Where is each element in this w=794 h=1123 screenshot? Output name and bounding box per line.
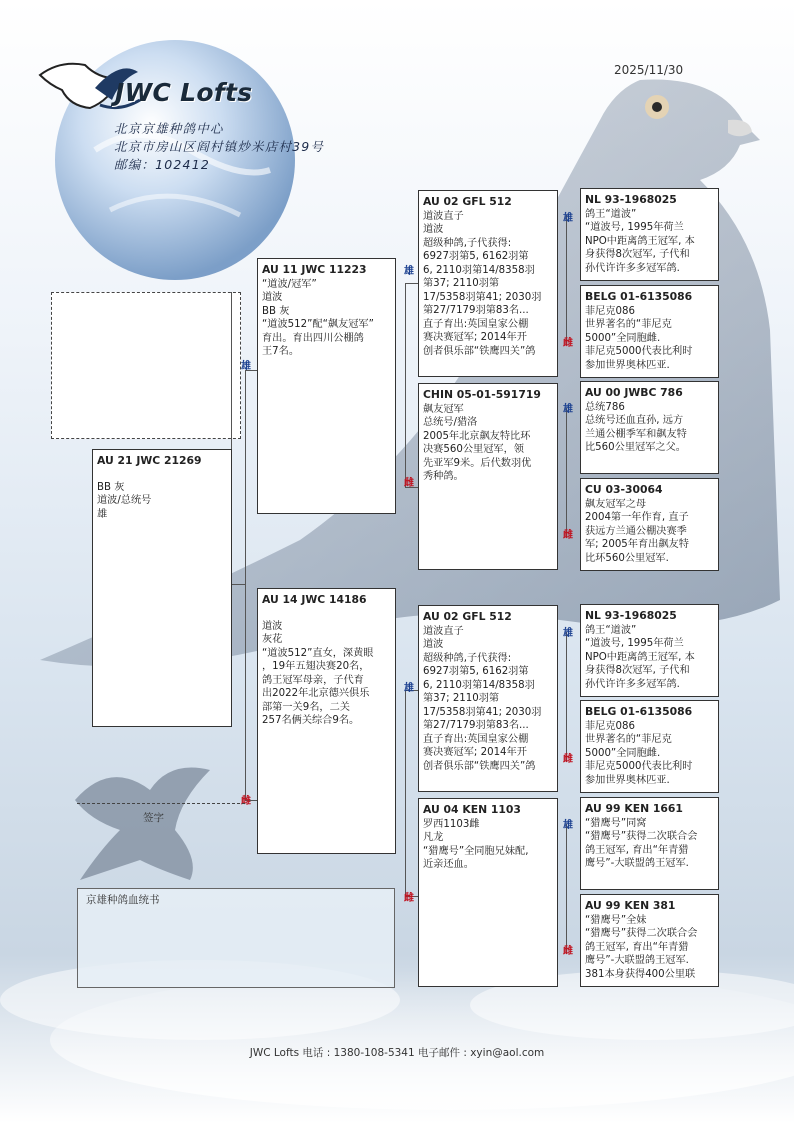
info-line: “猎鹰号”同窝 [585, 817, 647, 829]
info-line: “猎鹰号”全同胞兄妹配, [423, 845, 529, 857]
info-line: 菲尼克086 [585, 305, 636, 317]
certificate-title: 京雄种鸽血统书 [86, 894, 160, 906]
info-line: 6927羽第5, 6162羽第 [423, 251, 529, 262]
ring-number: CHIN 05-01-591719 [423, 388, 541, 401]
pedigree-dam-box[interactable] [257, 588, 396, 854]
ring-number: AU 02 GFL 512 [423, 195, 512, 208]
pedigree-g3-box-2[interactable] [580, 285, 719, 378]
footer-contact: JWC Lofts 电话 : 1380-108-5341 电子邮件 : xyin@aol.com [249, 1047, 545, 1059]
info-line: 赛决赛冠军; 2014年开 [423, 747, 527, 758]
info-line: “猎鹰号”全妹 [585, 914, 647, 926]
info-line: 秀种鸽。 [423, 471, 464, 482]
info-line: 菲尼克5000代表比利时 [585, 346, 693, 357]
brand-title: JWC Lofts [115, 78, 253, 107]
pedigree-g3-box-3[interactable] [580, 381, 719, 474]
info-line: “猎鹰号”获得二次联合会 [585, 928, 698, 939]
info-line: “道波号, 1995年荷兰 [585, 222, 684, 233]
pedigree-g3-box-8[interactable] [580, 894, 719, 987]
pedigree-g3-box-1[interactable] [580, 188, 719, 281]
male-marker: 雄 [563, 213, 573, 224]
signature-label: 签字 [143, 812, 164, 824]
male-marker: 雄 [404, 266, 414, 277]
info-line: 比560公里冠军之父。 [585, 442, 686, 453]
info-line: 育出。育出四川公棚鸽 [262, 332, 364, 344]
address-line-2: 北京市房山区阎村镇炒米店村39号 [114, 139, 325, 154]
info-line: 道波 [423, 224, 444, 235]
info-line: 381本身获得400公里联 [585, 968, 696, 980]
info-line: 决赛560公里冠军，领 [423, 444, 524, 455]
ring-number: AU 21 JWC 21269 [97, 454, 202, 467]
male-marker: 雄 [563, 628, 573, 639]
info-line: 鸽王冠军, 育出“年青猎 [585, 844, 689, 856]
ring-number: AU 02 GFL 512 [423, 610, 512, 623]
info-line: 2004第一年作育, 直子 [585, 512, 689, 523]
info-line: 罗西1103雌 [423, 818, 480, 830]
info-line: 道波 [262, 292, 283, 303]
info-line: 出2022年北京德兴俱乐 [262, 688, 370, 699]
info-line: 5000”全同胞雌. [585, 332, 661, 344]
info-line: 道波直子 [423, 625, 464, 637]
info-line: BB 灰 [262, 305, 290, 317]
ring-number: AU 04 KEN 1103 [423, 803, 521, 816]
info-line: “道波512”直女，深黄眼 [262, 647, 374, 659]
info-line: 鹰号”-大联盟鸽王冠军. [585, 858, 689, 869]
info-line: 兰通公棚季军和飙友特 [585, 428, 687, 440]
info-line: “道波号, 1995年荷兰 [585, 638, 684, 649]
signature-line [77, 803, 245, 804]
female-marker: 雌 [404, 478, 414, 489]
info-line: 获远方兰通公棚决赛季 [585, 525, 687, 537]
info-line: 身获得8次冠军, 子代和 [585, 249, 690, 260]
info-line: 创者俱乐部“铁鹰四关”鸽 [423, 345, 536, 357]
female-marker: 雌 [563, 530, 573, 541]
info-line: 飙友冠军之母 [585, 498, 647, 510]
info-line: 总统号/猎洛 [423, 417, 478, 428]
info-line: 直子育出:英国皇家公棚 [423, 318, 529, 330]
address-line-1: 北京京雄种鸽中心 [114, 121, 224, 136]
info-line: 军; 2005年育出飙友特 [585, 539, 689, 550]
info-line: “道波512”配“飙友冠军” [262, 319, 374, 330]
pedigree-dam-dam-box[interactable] [418, 798, 558, 987]
ring-number: AU 00 JWBC 786 [585, 386, 683, 399]
ring-number: BELG 01-6135086 [585, 290, 693, 303]
pedigree-g3-box-6[interactable] [580, 700, 719, 793]
info-line: 5000”全同胞雌. [585, 747, 661, 759]
info-line: 道波 [262, 620, 283, 632]
info-line: 6, 2110羽第14/8358羽 [423, 679, 535, 691]
info-line: 道波直子 [423, 210, 464, 222]
info-line: 王7名。 [262, 346, 300, 357]
male-marker: 雄 [404, 683, 414, 694]
connector [405, 283, 418, 284]
info-line: 凡龙 [423, 832, 444, 843]
info-line: 参加世界奥林匹亚. [585, 359, 670, 371]
info-line: 近亲还血。 [423, 859, 474, 870]
ring-number: AU 99 KEN 381 [585, 899, 676, 912]
female-marker: 雌 [563, 338, 573, 349]
info-line: 17/5358羽第41; 2030羽 [423, 706, 542, 718]
info-line: 道波 [423, 639, 444, 650]
info-line: 鹰号”-大联盟鸽王冠军. [585, 955, 689, 966]
info-line: 鸽王冠军, 育出“年青猎 [585, 941, 689, 953]
certificate-box[interactable] [77, 888, 395, 988]
info-line: 第27/7179羽第83名... [423, 720, 529, 731]
info-line: 直子育出:英国皇家公棚 [423, 733, 529, 745]
female-marker: 雌 [563, 754, 573, 765]
connector [566, 408, 567, 538]
pedigree-sire-sire-box[interactable] [418, 190, 558, 377]
info-line: 第37; 2110羽第 [423, 693, 500, 704]
info-line: NPO中距离鸽王冠军, 本 [585, 651, 695, 663]
male-marker: 雄 [241, 361, 251, 372]
pedigree-g3-box-7[interactable] [580, 797, 719, 890]
info-line: “猎鹰号”获得二次联合会 [585, 831, 698, 842]
info-line: 第27/7179羽第83名... [423, 305, 529, 316]
ring-number: AU 11 JWC 11223 [262, 263, 367, 276]
info-line: 菲尼克086 [585, 720, 636, 732]
connector [245, 370, 246, 800]
info-line: 菲尼克5000代表比利时 [585, 761, 693, 772]
info-line: ，19年五翅决赛20名， [262, 661, 370, 672]
pedigree-subject-box[interactable] [92, 449, 232, 727]
info-line: 世界著名的“菲尼克 [585, 319, 672, 330]
female-marker: 雌 [404, 893, 414, 904]
info-line: 先亚军9米。后代数羽优 [423, 457, 532, 469]
female-marker: 雌 [563, 946, 573, 957]
info-line: 鸽王冠军母亲，子代育 [262, 674, 364, 686]
info-line: 2005年北京飙友特比环 [423, 430, 531, 442]
info-line: 总统号还血直孙, 远方 [585, 415, 684, 426]
ring-number: NL 93-1968025 [585, 193, 677, 206]
info-line: 超级种鸽,子代获得: [423, 652, 512, 664]
connector [405, 690, 406, 896]
pedigree-g3-box-4[interactable] [580, 478, 719, 571]
connector [566, 824, 567, 954]
info-line: 总统786 [585, 401, 625, 413]
info-line: “道波/冠军” [262, 278, 317, 290]
info-line: 超级种鸽,子代获得: [423, 237, 512, 249]
ring-number: BELG 01-6135086 [585, 705, 693, 718]
ring-number: AU 14 JWC 14186 [262, 593, 367, 606]
info-line: 6, 2110羽第14/8358羽 [423, 264, 535, 276]
info-line: 鸽王“道波” [585, 208, 637, 220]
info-line: 257名俩关综合9名。 [262, 715, 360, 726]
info-line: 第37; 2110羽第 [423, 278, 500, 289]
info-line: 赛决赛冠军; 2014年开 [423, 332, 527, 343]
info-line: 孙代许许多多冠军鸽. [585, 678, 680, 690]
info-line: 飙友冠军 [423, 403, 464, 415]
female-marker: 雌 [241, 796, 251, 807]
info-line: 创者俱乐部“铁鹰四关”鸽 [423, 760, 536, 772]
info-line: 世界著名的“菲尼克 [585, 734, 672, 745]
ring-number: NL 93-1968025 [585, 609, 677, 622]
info-line: 鸽王“道波” [585, 624, 637, 636]
connector [405, 283, 406, 487]
pedigree-sire-dam-box[interactable] [418, 383, 558, 570]
report-date: 2025/11/30 [614, 63, 684, 77]
ring-number: CU 03-30064 [585, 483, 663, 496]
pedigree-sire-box[interactable] [257, 258, 396, 514]
info-line: 17/5358羽第41; 2030羽 [423, 291, 542, 303]
male-marker: 雄 [563, 820, 573, 831]
info-line: 孙代许许多多冠军鸽. [585, 262, 680, 274]
info-line: 身获得8次冠军, 子代和 [585, 665, 690, 676]
info-line: 参加世界奥林匹亚. [585, 774, 670, 786]
info-line: 6927羽第5, 6162羽第 [423, 666, 529, 677]
pigeon-photo-placeholder[interactable] [51, 292, 241, 439]
connector [232, 584, 246, 585]
info-line: BB 灰 [97, 481, 125, 493]
info-line: NPO中距离鸽王冠军, 本 [585, 235, 695, 247]
male-marker: 雄 [563, 404, 573, 415]
info-line: 部第一关9名，二关 [262, 701, 350, 713]
pedigree-dam-sire-box[interactable] [418, 605, 558, 792]
connector [566, 215, 567, 345]
postal-code: 邮编：102412 [114, 157, 211, 172]
info-line: 比环560公里冠军. [585, 552, 669, 564]
connector [566, 632, 567, 762]
pedigree-g3-box-5[interactable] [580, 604, 719, 697]
info-line: 灰花 [262, 634, 283, 645]
info-line: 雄 [97, 508, 108, 520]
info-line: 道波/总统号 [97, 495, 152, 506]
ring-number: AU 99 KEN 1661 [585, 802, 683, 815]
